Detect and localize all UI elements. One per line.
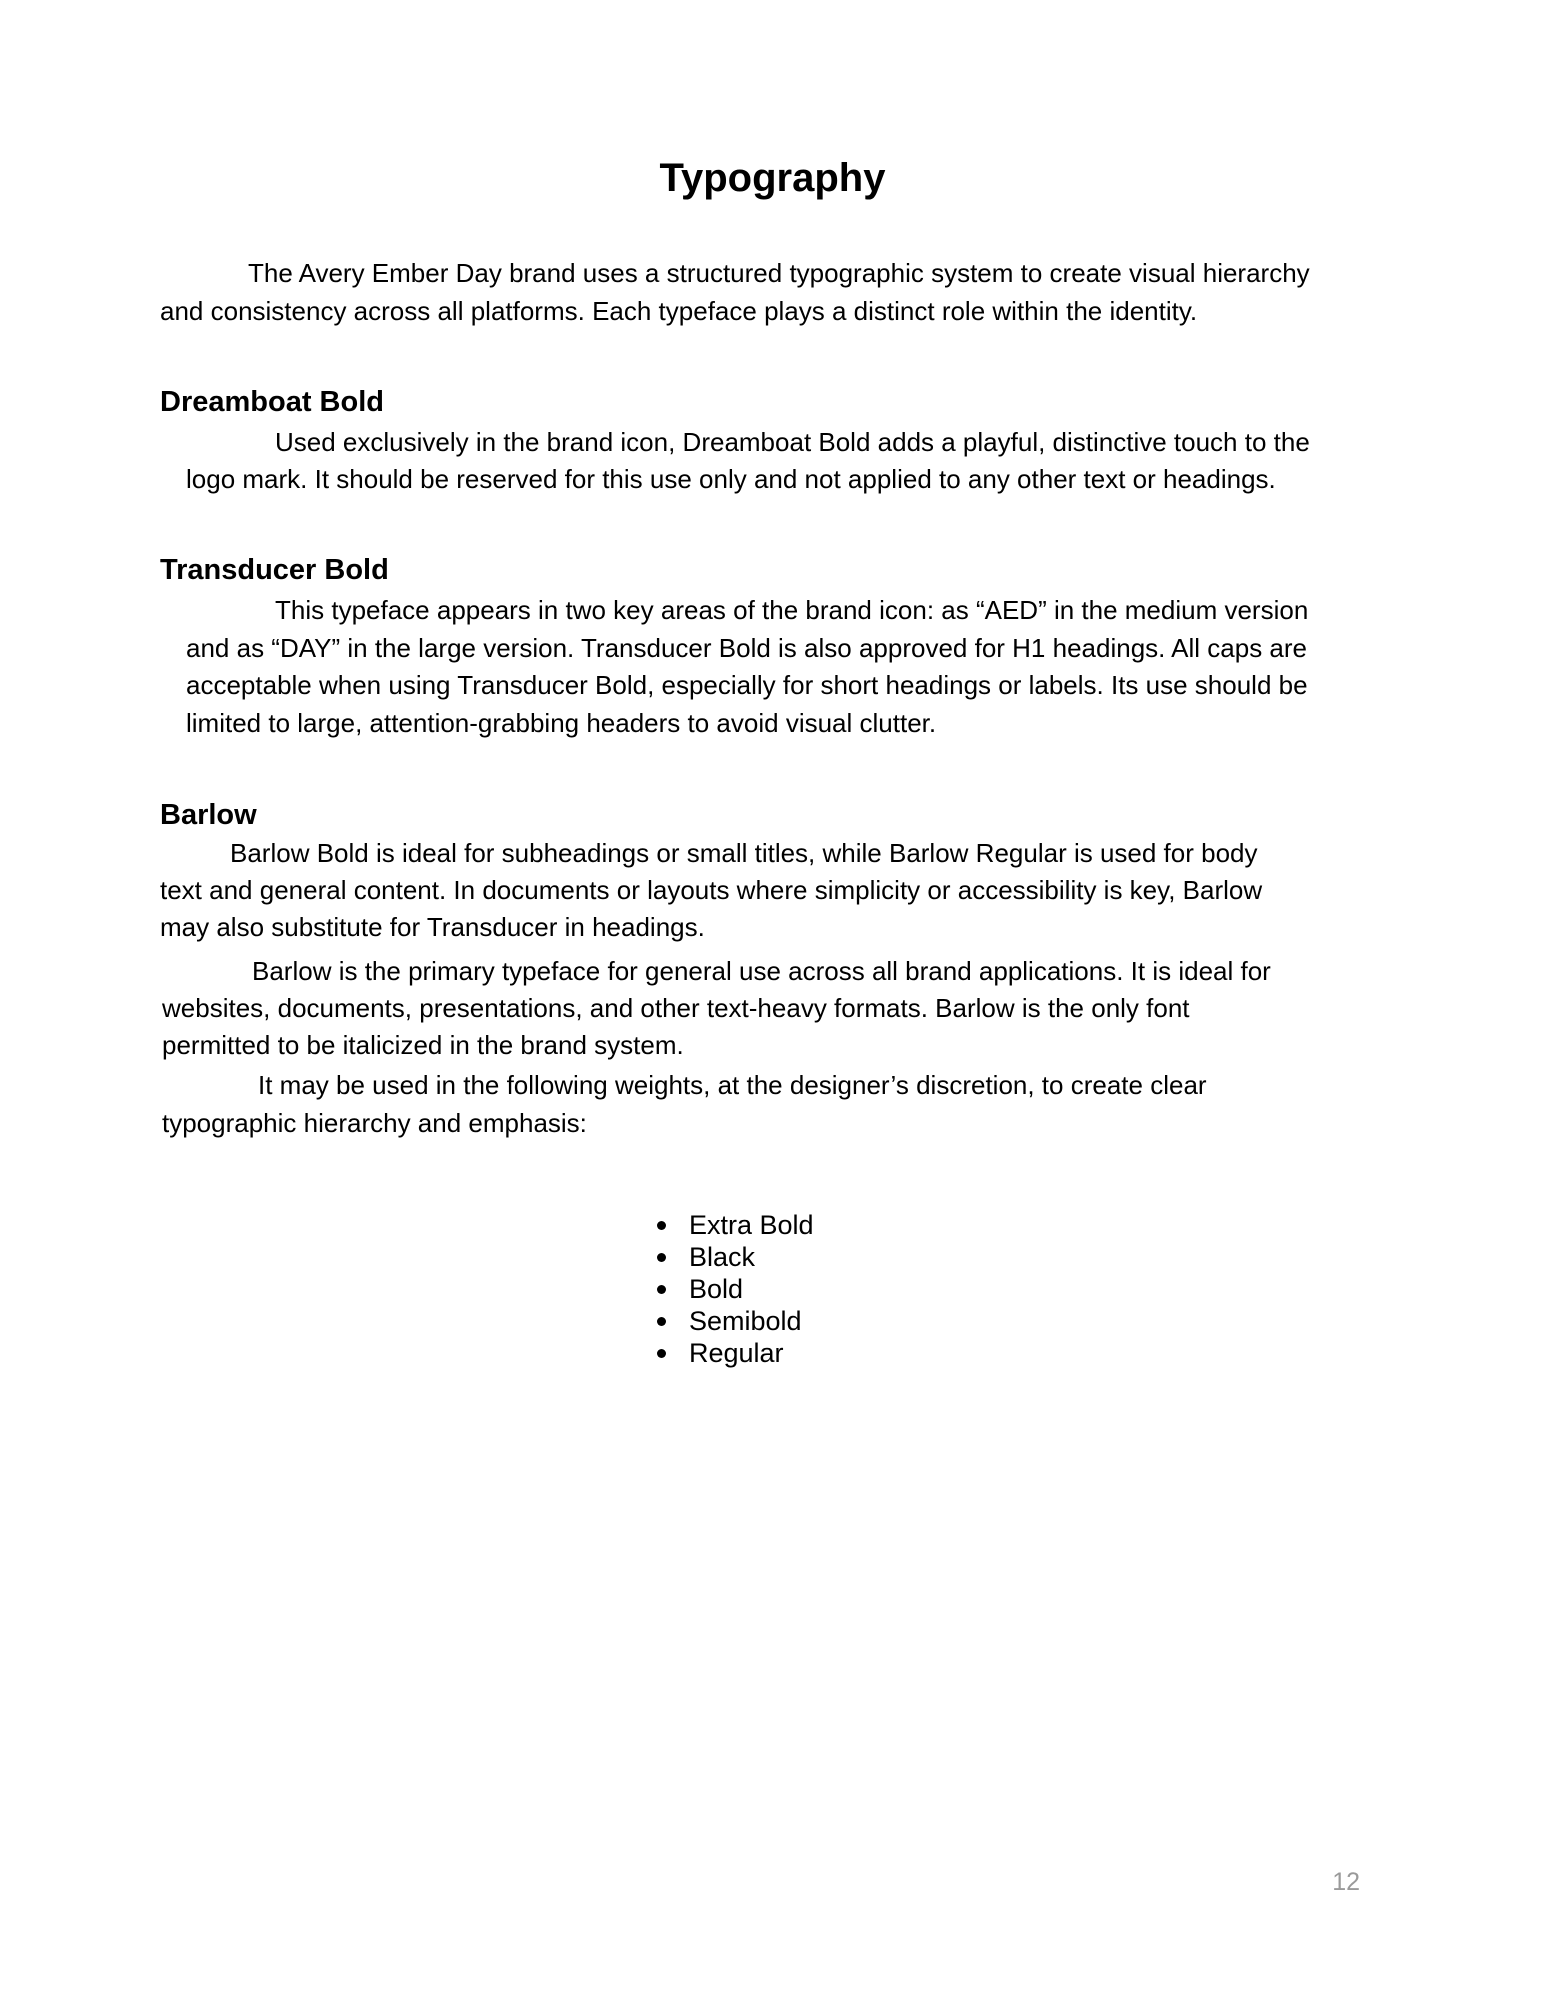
dreamboat-line: logo mark. It should be reserved for this use only and not applied to any other text or headings. (186, 464, 1276, 494)
section-heading-dreamboat: Dreamboat Bold (160, 386, 384, 418)
list-item: Bold (655, 1273, 814, 1305)
barlow-line: may also substitute for Transducer in headings. (160, 912, 705, 942)
transducer-line: acceptable when using Transducer Bold, especially for short headings or labels. Its use should be (186, 670, 1308, 700)
transducer-line: and as “DAY” in the large version. Transducer Bold is also approved for H1 headings. All caps are (186, 632, 1308, 663)
transducer-line: limited to large, attention-grabbing headers to avoid visual clutter. (186, 707, 937, 738)
barlow-line: Barlow is the primary typeface for general use across all brand applications. It is ideal for (252, 956, 1271, 986)
page-number: 12 (1332, 1868, 1360, 1896)
barlow-line: text and general content. In documents or layouts where simplicity or accessibility is key, Barlow (160, 875, 1263, 905)
section-heading-transducer: Transducer Bold (160, 554, 389, 586)
font-weights-list (655, 1209, 814, 1369)
barlow-paragraph-2 (162, 953, 1271, 1064)
dreamboat-paragraph (186, 424, 1310, 498)
barlow-paragraph-3 (162, 1066, 1207, 1142)
barlow-line: Barlow Bold is ideal for subheadings or small titles, while Barlow Regular is used for body (230, 838, 1258, 868)
barlow-line: It may be used in the following weights, at the designer’s discretion, to create clear (258, 1070, 1207, 1100)
list-item: Black (655, 1241, 814, 1273)
dreamboat-line: Used exclusively in the brand icon, Dreamboat Bold adds a playful, distinctive touch to the (275, 427, 1310, 457)
section-heading-barlow: Barlow (160, 799, 257, 831)
intro-paragraph (160, 254, 1310, 330)
transducer-line: This typeface appears in two key areas of the brand icon: as “AED” in the medium version (275, 595, 1309, 625)
list-item: Semibold (655, 1305, 814, 1337)
transducer-paragraph (186, 592, 1308, 742)
list-item: Regular (655, 1337, 814, 1369)
barlow-line: websites, documents, presentations, and other text-heavy formats. Barlow is the only font (162, 993, 1190, 1023)
barlow-paragraph-1 (160, 835, 1262, 946)
intro-line: The Avery Ember Day brand uses a structured typographic system to create visual hierarchy (248, 258, 1310, 288)
page-title: Typography (659, 156, 886, 200)
intro-line: and consistency across all platforms. Each typeface plays a distinct role within the identity. (160, 296, 1198, 326)
list-item: Extra Bold (655, 1209, 814, 1241)
barlow-line: typographic hierarchy and emphasis: (162, 1108, 587, 1138)
barlow-line: permitted to be italicized in the brand system. (162, 1030, 684, 1060)
